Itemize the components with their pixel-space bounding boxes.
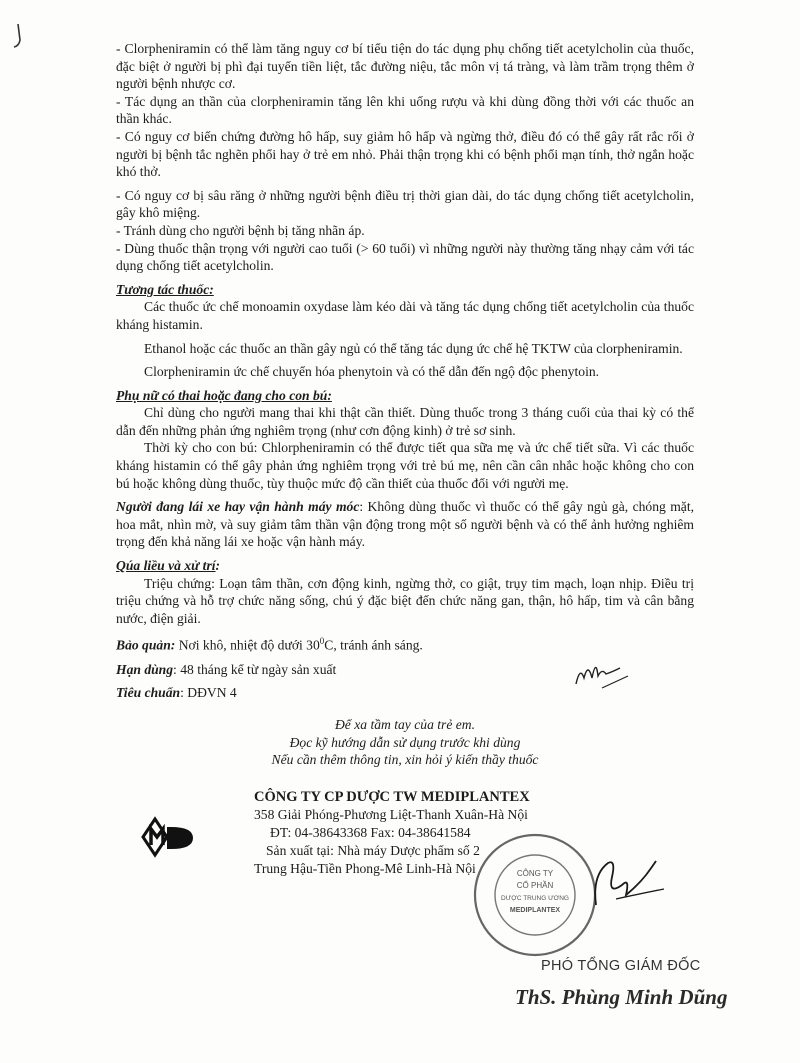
svg-text:MEDIPLANTEX: MEDIPLANTEX — [509, 907, 561, 914]
note-children: Để xa tầm tay của trẻ em. — [334, 717, 476, 732]
caution-respiratory: - Có nguy cơ biến chứng đường hô hấp, suy giảm hô hấp và ngừng thở, điều đó có thể gây rất rắc rối ở người bị bệnh tắc nghẽn phổi hay ở trẻ em nhỏ. Phải thận trọng khi có bệnh phổi mạn tính, thở ngắn hoặc khó thở. — [116, 128, 694, 180]
standard-line: Tiêu chuẩn: DĐVN 4 — [116, 685, 237, 701]
svg-text:CÔNG TY: CÔNG TY — [516, 869, 554, 878]
caution-elderly: - Dùng thuốc thận trọng với người cao tuổi (> 60 tuổi) vì những người này thường tăng nhạy cảm với tác dụng chống tiết acetylcholin. — [116, 240, 694, 274]
svg-text:CỔ PHẦN: CỔ PHẦN — [516, 881, 554, 890]
mediplantex-logo — [141, 815, 201, 859]
caution-glaucoma: - Tránh dùng cho người bệnh bị tăng nhãn áp. — [116, 222, 365, 238]
director-signature — [586, 855, 668, 915]
company-address: 358 Giải Phóng-Phương Liệt-Thanh Xuân-Hà Nội — [254, 807, 528, 822]
interaction-ethanol: Ethanol hoặc các thuốc an thần gây ngủ có thể tăng tác dụng ức chế hệ TKTW của clorpheniramin. — [144, 340, 683, 356]
scan-corner-mark — [8, 20, 28, 54]
signatory-name: ThS. Phùng Minh Dũng — [515, 985, 728, 1009]
caution-urinary: - Clorpheniramin có thể làm tăng nguy cơ bí tiểu tiện do tác dụng phụ chống tiết acetylcholin của thuốc, đặc biệt ở người bị phì đại tuyến tiền liệt, tắc đường niệu, tắc môn vị tá tràng, và làm trầm trọng thêm ở người bệnh nhược cơ. — [116, 41, 694, 92]
company-factory: Sản xuất tại: Nhà máy Dược phẩm số 2 — [266, 843, 480, 858]
company-factory-address: Trung Hậu-Tiền Phong-Mê Linh-Hà Nội — [254, 861, 476, 876]
signatory-title: PHÓ TỔNG GIÁM ĐỐC — [541, 958, 701, 974]
interaction-phenytoin: Clorpheniramin ức chế chuyển hóa phenytoin và có thể dẫn đến ngộ độc phenytoin. — [144, 364, 600, 380]
interaction-heading: Tương tác thuốc: — [116, 281, 214, 297]
pregnancy-heading: Phụ nữ có thai hoặc đang cho con bú: — [116, 387, 332, 403]
caution-sedation: - Tác dụng an thần của clorpheniramin tăng lên khi uống rượu và khi dùng đồng thời với các thuốc an thần khác. — [116, 93, 694, 127]
note-ask-doctor: Nếu cần thêm thông tin, xin hỏi ý kiến thầy thuốc — [271, 752, 539, 768]
leaflet-body — [116, 40, 694, 702]
overdose-heading: Qúa liều và xử trí: — [116, 558, 221, 574]
company-name: CÔNG TY CP DƯỢC TW MEDIPLANTEX — [254, 789, 530, 805]
company-seal — [470, 830, 600, 960]
warning-notes — [116, 716, 694, 769]
caution-dental: - Có nguy cơ bị sâu răng ở những người bệnh điều trị thời gian dài, do tác dụng chống tiết acetylcholin, gây khô miệng. — [116, 187, 694, 221]
storage-line: Bảo quản: Nơi khô, nhiệt độ dưới $30^0C$, tránh ánh sáng. — [116, 636, 423, 653]
svg-text:DƯỢC TRUNG ƯƠNG: DƯỢC TRUNG ƯƠNG — [501, 895, 569, 902]
handwritten-initials — [572, 648, 632, 694]
note-read-instructions: Đọc kỹ hướng dẫn sử dụng trước khi dùng — [289, 734, 521, 750]
driving-section: Người đang lái xe hay vận hành máy móc: Không dùng thuốc vì thuốc có thể gây ngủ gà, chóng mặt, hoa mắt, nhìn mờ, và suy giảm tâm thần vận động trong một số người bệnh và có thể ảnh hưởng nghiêm trọng đến khả năng lái xe hoặc vận hành máy. — [116, 499, 694, 550]
interaction-maoi: Các thuốc ức chế monoamin oxydase làm kéo dài và tăng tác dụng chống tiết acetylcholin của thuốc kháng histamin. — [116, 299, 694, 332]
expiry-line: Hạn dùng: 48 tháng kể từ ngày sản xuất — [116, 661, 337, 677]
overdose-text: Triệu chứng: Loạn tâm thần, cơn động kinh, ngừng thở, co giật, trụy tim mạch, loạn nhịp. Điều trị triệu chứng và hỗ trợ chức năng sống, chú ý đặc biệt đến chức năng gan, thận, hô hấp, tim và cân bằng nước, điện giải. — [116, 575, 694, 626]
lactation-text: Thời kỳ cho con bú: Chlorpheniramin có thể được tiết qua sữa mẹ và ức chế tiết sữa. Vì các thuốc kháng histamin có thể gây phản ứng nghiêm trọng với trẻ bú mẹ, nên cần cân nhắc hoặc không cho con bú hoặc không dùng thuốc, tùy thuộc mức độ cần thiết của thuốc đối với người mẹ. — [116, 440, 694, 491]
pregnancy-text: Chỉ dùng cho người mang thai khi thật cần thiết. Dùng thuốc trong 3 tháng cuối của thai kỳ có thể dẫn đến những phản ứng nghiêm trọng (như cơn động kinh) ở trẻ sơ sinh. — [116, 405, 694, 438]
company-phone: ĐT: 04-38643368 Fax: 04-38641584 — [270, 825, 471, 840]
